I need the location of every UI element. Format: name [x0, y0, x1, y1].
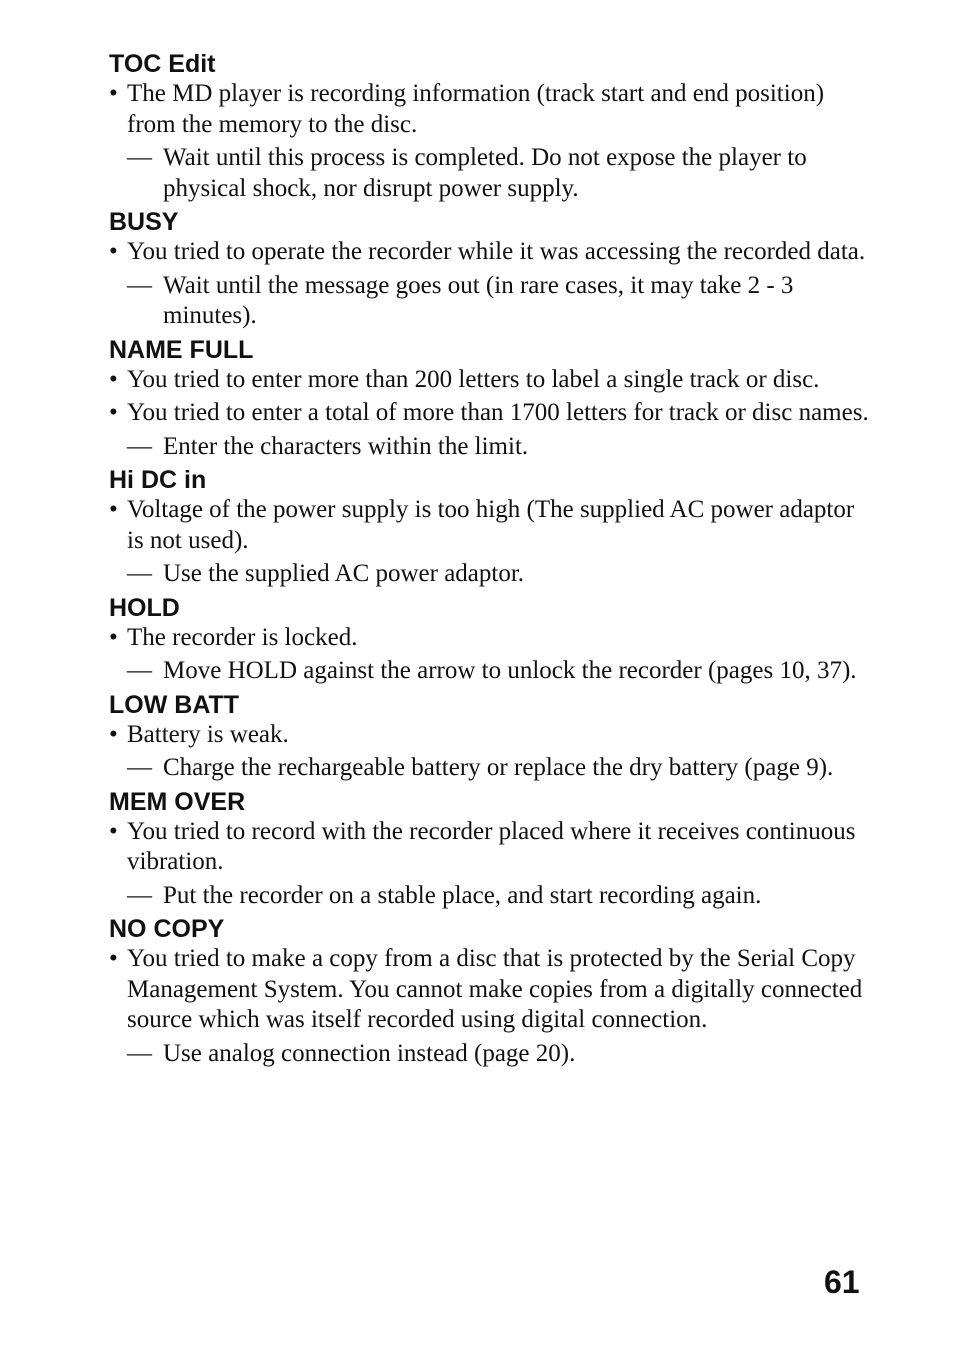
remedy-item [109, 753, 869, 784]
remedy-text: Move HOLD against the arrow to unlock the recorder (pages 10, 37). [163, 657, 857, 684]
section-heading: Hi DC in [109, 466, 207, 494]
remedy-item [109, 881, 869, 912]
bullet-item [109, 944, 869, 1036]
bullet-marker: • [109, 817, 118, 845]
section-no-copy [109, 914, 869, 1069]
bullet-text: The MD player is recording information (track start and end position) from the memory to the disc. [127, 80, 825, 138]
bullet-item [109, 495, 869, 556]
bullet-item [109, 817, 869, 878]
bullet-marker: • [109, 945, 118, 972]
remedy-item [109, 559, 869, 590]
bullet-item [109, 79, 869, 140]
bullet-marker: • [109, 80, 118, 107]
section-heading: NO COPY [109, 915, 225, 943]
bullet-text: You tried to record with the recorder placed where it receives continuous vibration. [127, 817, 856, 875]
remedy-dash: — [127, 1039, 152, 1067]
remedy-text: Enter the characters within the limit. [163, 432, 529, 460]
section-heading: NAME FULL [109, 335, 254, 364]
remedy-item [109, 271, 869, 332]
section-mem-over [109, 787, 869, 912]
remedy-dash: — [127, 271, 152, 299]
bullet-text: You tried to enter a total of more than 1700 letters for track or disc names. [127, 399, 869, 426]
remedy-dash: — [127, 432, 152, 460]
bullet-marker: • [109, 365, 118, 393]
remedy-item [109, 432, 869, 463]
bullet-marker: • [109, 623, 118, 651]
remedy-dash: — [127, 144, 152, 171]
bullet-marker: • [109, 496, 118, 523]
bullet-item [109, 365, 869, 396]
bullet-text: Battery is weak. [127, 720, 289, 748]
section-heading: TOC Edit [109, 50, 216, 78]
page-content [109, 49, 869, 1072]
remedy-text: Wait until the message goes out (in rare cases, it may take 2 - 3 minutes). [163, 271, 794, 329]
remedy-item [109, 1039, 869, 1070]
remedy-text: Use analog connection instead (page 20). [163, 1039, 576, 1067]
remedy-dash: — [127, 754, 152, 781]
remedy-text: Put the recorder on a stable place, and start recording again. [163, 881, 762, 909]
bullet-marker: • [109, 238, 118, 265]
remedy-dash: — [127, 657, 152, 684]
remedy-dash: — [127, 560, 152, 587]
remedy-text: Wait until this process is completed. Do not expose the player to physical shock, nor disrupt power supply. [163, 144, 807, 202]
section-heading: MEM OVER [109, 787, 246, 816]
bullet-text: Voltage of the power supply is too high (The supplied AC power adaptor is not used). [127, 496, 855, 554]
section-heading: LOW BATT [109, 690, 240, 719]
remedy-dash: — [127, 881, 152, 909]
section-busy [109, 207, 869, 332]
bullet-item [109, 623, 869, 654]
bullet-text: You tried to make a copy from a disc that is protected by the Serial Copy Management System. You cannot make copies from a digitally connected source which was itself recorded using digital connection. [127, 945, 863, 1033]
section-hold [109, 593, 869, 687]
bullet-item [109, 398, 869, 429]
bullet-text: You tried to enter more than 200 letters to label a single track or disc. [127, 365, 820, 393]
remedy-text: Use the supplied AC power adaptor. [163, 560, 525, 587]
page-number: 61 [824, 1264, 860, 1300]
bullet-marker: • [109, 720, 118, 748]
bullet-marker: • [109, 399, 118, 426]
remedy-item [109, 656, 869, 687]
section-toc-edit [109, 49, 869, 204]
bullet-text: You tried to operate the recorder while it was accessing the recorded data. [127, 238, 866, 265]
section-hi-dc-in [109, 465, 869, 590]
section-heading: HOLD [109, 593, 180, 622]
bullet-item [109, 237, 869, 268]
section-low-batt [109, 690, 869, 784]
bullet-item [109, 720, 869, 751]
section-heading: BUSY [109, 208, 179, 236]
remedy-text: Charge the rechargeable battery or replace the dry battery (page 9). [163, 754, 834, 781]
remedy-item [109, 143, 869, 204]
section-name-full [109, 335, 869, 463]
bullet-text: The recorder is locked. [127, 623, 358, 651]
